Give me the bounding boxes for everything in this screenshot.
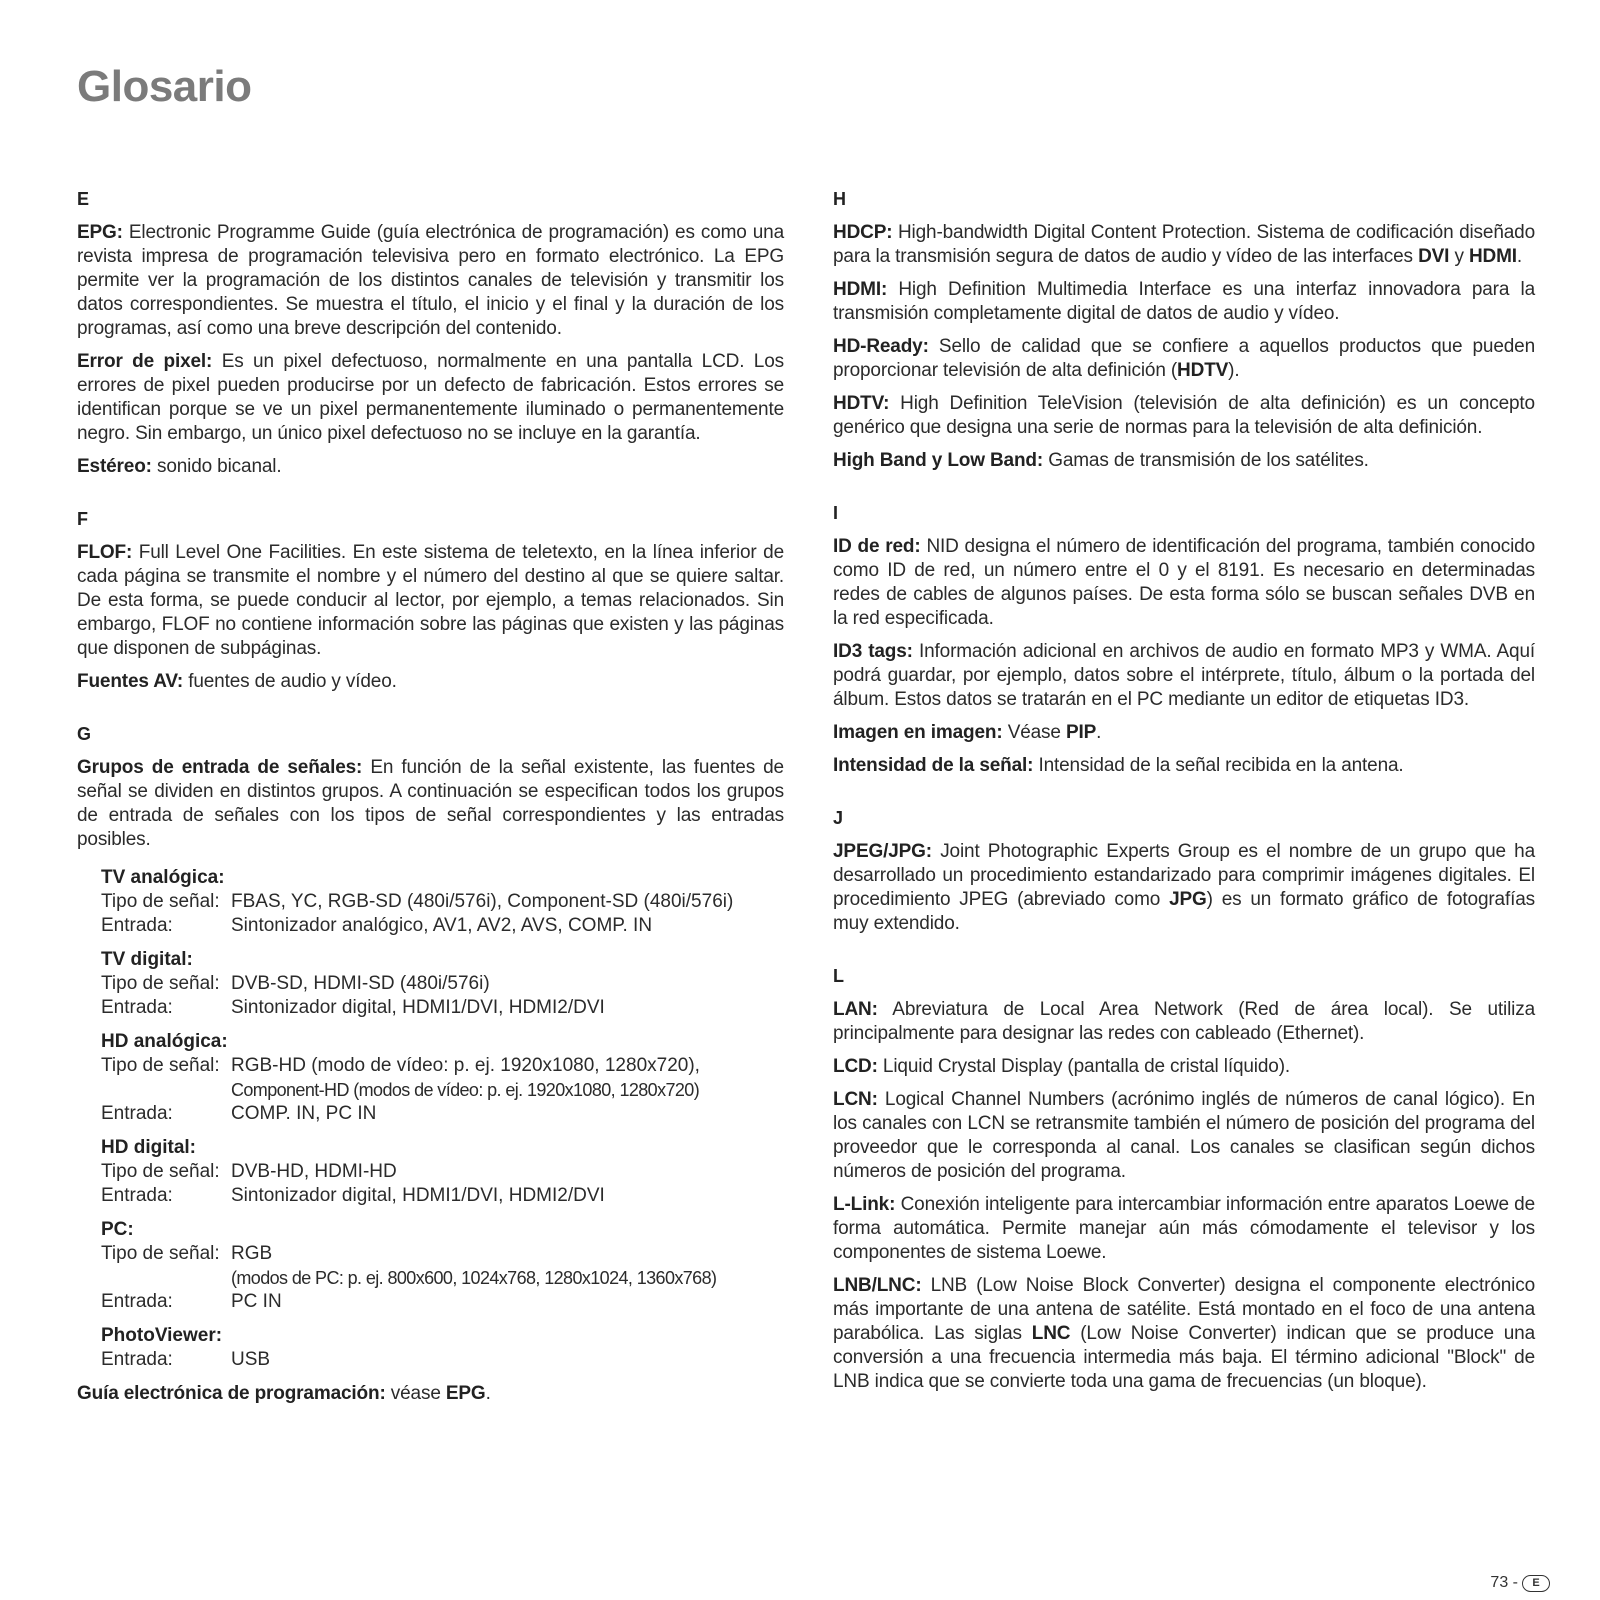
row-value: DVB-HD, HDMI-HD <box>231 1161 397 1182</box>
entry-term: L-Link: <box>833 1194 896 1215</box>
entry-term: LAN: <box>833 999 878 1020</box>
entry-text: Conexión inteligente para intercambiar información entre aparatos Loewe de forma automática. Permite manejar aún más cómodamente el televisor y los componentes de sistema Loewe. <box>833 1194 1535 1263</box>
entry-grupos-de-entrada <box>77 756 784 852</box>
entry-text: véase <box>390 1383 441 1404</box>
group-photoviewer <box>101 1324 784 1372</box>
group-row <box>101 1184 784 1208</box>
section-letter: F <box>77 509 88 529</box>
entry-high-low-band <box>833 449 1535 473</box>
group-title: HD digital: <box>101 1137 196 1158</box>
group-title: PC: <box>101 1219 134 1240</box>
entry-text: Información adicional en archivos de audio en formato MP3 y WMA. Aquí podrá guardar, por ejemplo, datos sobre el intérprete, título, álbum o la portada del álbum. Estos datos se tratarán en el PC mediante un editor de etiquetas ID3. <box>833 641 1536 710</box>
group-row <box>101 1102 784 1126</box>
row-value: Sintonizador digital, HDMI1/DVI, HDMI2/DVI <box>231 1185 605 1206</box>
group-row <box>101 1242 784 1266</box>
group-row <box>101 1054 784 1078</box>
group-tv-digital <box>101 948 784 1020</box>
entry-term: LCN: <box>833 1089 878 1110</box>
entry-text: fuentes de audio y vídeo. <box>188 671 397 692</box>
group-row <box>101 1160 784 1184</box>
entry-term: Intensidad de la señal: <box>833 755 1034 776</box>
cross-reference: HDMI <box>1468 246 1517 267</box>
entry-term: Estéreo: <box>77 456 152 477</box>
group-row <box>101 1266 784 1290</box>
group-row <box>101 996 784 1020</box>
section-h <box>833 188 1535 473</box>
row-value: RGB <box>231 1243 273 1264</box>
entry-term: HD-Ready: <box>833 336 929 357</box>
entry-flof <box>77 541 784 661</box>
section-i <box>833 502 1535 778</box>
entry-term: EPG: <box>77 222 123 243</box>
cross-reference: JPG <box>1169 889 1207 910</box>
entry-hdmi <box>833 278 1535 326</box>
row-value: Component-HD (modos de vídeo: p. ej. 1920x1080, 1280x720) <box>231 1080 700 1100</box>
row-label: Entrada: <box>101 1103 173 1124</box>
entry-text: Electronic Programme Guide (guía electrónica de programación) es como una revista impresa de programación televisiva pero en formato electrónico. La EPG permite ver la programación de los distintos canales de televisión y transmitir los datos correspondientes. Se muestra el título, el inicio y el final y la duración de los programas, así como una breve descripción del contenido. <box>77 222 784 339</box>
row-value: (modos de PC: p. ej. 800x600, 1024x768, 1280x1024, 1360x768) <box>231 1268 717 1288</box>
section-l <box>833 965 1535 1394</box>
entry-term: ID de red: <box>833 536 921 557</box>
entry-text: Sello de calidad que se confiere a aquellos productos que pueden proporcionar televisión de alta definición ( <box>833 336 1535 381</box>
entry-term: HDCP: <box>833 222 893 243</box>
entry-hdtv <box>833 392 1535 440</box>
right-column <box>833 188 1535 1423</box>
entry-l-link <box>833 1193 1535 1265</box>
row-label: Entrada: <box>101 1291 173 1312</box>
group-row <box>101 1078 784 1102</box>
entry-text: Véase <box>1007 722 1061 743</box>
entry-term: Grupos de entrada de señales: <box>77 757 363 778</box>
row-label: Tipo de señal: <box>101 1243 220 1264</box>
section-letter: L <box>833 966 844 986</box>
section-letter: H <box>833 189 846 209</box>
entry-estereo <box>77 455 784 479</box>
entry-text: High Definition TeleVision (televisión de alta definición) es un concepto genérico que designa una serie de normas para la televisión de alta definición. <box>833 393 1535 438</box>
row-label: Entrada: <box>101 1349 173 1370</box>
row-value: USB <box>231 1349 271 1370</box>
group-tv-analogica <box>101 866 784 938</box>
row-label: Tipo de señal: <box>101 1055 220 1076</box>
entry-term: HDTV: <box>833 393 890 414</box>
group-hd-digital <box>101 1136 784 1208</box>
group-title: TV digital: <box>101 949 193 970</box>
entry-text: Liquid Crystal Display (pantalla de cristal líquido). <box>882 1056 1290 1077</box>
entry-lan <box>833 998 1535 1046</box>
entry-text: LNB (Low Noise Block Converter) designa el componente electrónico más importante de una antena de satélite. Está montado en el foco de una antena parabólica. Las siglas <box>833 1275 1535 1344</box>
entry-epg <box>77 221 784 341</box>
group-title: TV analógica: <box>101 867 225 888</box>
section-e <box>77 188 784 479</box>
entry-lnb-lnc: LNB/LNC: LNB (Low Noise Block Converter) designa el componente electrónico más importante de una antena de satélite. Está montado en el foco de una antena parabólica. Las siglas LNC (Low Noise Converter) indican que se produce una conversión a una frecuencia intermedia más baja. El término adicional "Block" de LNB indica que se convierte toda una gama de frecuencias (un bloque). <box>833 1275 1535 1392</box>
entry-text: High-bandwidth Digital Content Protection. Sistema de codificación diseñado para la transmisión segura de datos de audio y vídeo de las interfaces <box>833 222 1535 267</box>
entry-text: Es un pixel defectuoso, normalmente en una pantalla LCD. Los errores de pixel pueden producirse por un defecto de fabricación. Estos errores se identifican porque se ve un pixel permanentemente iluminado o permanentemente negro. Sin embargo, un único pixel defectuoso no se incluye en la garantía. <box>77 351 784 444</box>
entry-term: Imagen en imagen: <box>833 722 1003 743</box>
section-letter: E <box>77 189 90 209</box>
entry-text: Abreviatura de Local Area Network (Red de área local). Se utiliza principalmente para designar las redes con cableado (Ethernet). <box>833 999 1535 1044</box>
row-label: Entrada: <box>101 1185 173 1206</box>
entry-text: High Definition Multimedia Interface es una interfaz innovadora para la transmisión completamente digital de datos de audio y vídeo. <box>833 279 1535 324</box>
row-value: FBAS, YC, RGB-SD (480i/576i), Component-SD (480i/576i) <box>231 891 734 912</box>
section-letter: I <box>833 503 839 523</box>
entry-lcd <box>833 1055 1535 1079</box>
entry-term: HDMI: <box>833 279 888 300</box>
entry-hd-ready: HD-Ready: Sello de calidad que se confiere a aquellos productos que pueden proporcionar televisión de alta definición (HDTV). <box>833 336 1535 381</box>
cross-reference: HDTV <box>1177 360 1229 381</box>
signal-groups <box>101 866 784 1372</box>
entry-text: NID designa el número de identificación del programa, también conocido como ID de red, un número entre el 0 y el 8191. Es necesario en determinadas redes de cables de algunos países. De esta forma sólo se buscan señales DVB en la red especificada. <box>833 536 1536 629</box>
entry-term: LCD: <box>833 1056 878 1077</box>
entry-lcn <box>833 1088 1535 1184</box>
row-label: Entrada: <box>101 997 173 1018</box>
row-value: Sintonizador digital, HDMI1/DVI, HDMI2/DVI <box>231 997 605 1018</box>
entry-term: FLOF: <box>77 542 133 563</box>
entry-text: Gamas de transmisión de los satélites. <box>1048 450 1369 471</box>
group-row <box>101 914 784 938</box>
entry-term: ID3 tags: <box>833 641 913 662</box>
group-row <box>101 1290 784 1314</box>
entry-text: Full Level One Facilities. En este sistema de teletexto, en la línea inferior de cada página se transmite el nombre y el número del destino al que se quiere saltar. De esta forma, se puede conducir al lector, por ejemplo, a temas relacionados. Sin embargo, FLOF no contiene información sobre las páginas que existen y las páginas que disponen de subpáginas. <box>77 542 784 659</box>
group-row <box>101 972 784 996</box>
group-title: HD analógica: <box>101 1031 228 1052</box>
entry-term: High Band y Low Band: <box>833 450 1044 471</box>
row-value: RGB-HD (modo de vídeo: p. ej. 1920x1080, 1280x720), <box>231 1055 700 1076</box>
group-title: PhotoViewer: <box>101 1325 223 1346</box>
row-value: COMP. IN, PC IN <box>231 1103 377 1124</box>
section-f <box>77 508 784 694</box>
left-column <box>77 188 784 1435</box>
row-label: Tipo de señal: <box>101 1161 220 1182</box>
entry-fuentes-av <box>77 670 784 694</box>
entry-text: Joint Photographic Experts Group es el nombre de un grupo que ha desarrollado un procedimiento estandarizado para comprimir imágenes digitales. El procedimiento JPEG (abreviado como <box>833 841 1535 910</box>
row-value: Sintonizador analógico, AV1, AV2, AVS, COMP. IN <box>231 915 653 936</box>
row-label: Entrada: <box>101 915 173 936</box>
entry-text: Intensidad de la señal recibida en la antena. <box>1038 755 1404 776</box>
page-title: Glosario <box>77 62 252 111</box>
entry-id3-tags <box>833 640 1535 712</box>
section-letter: G <box>77 724 92 744</box>
cross-reference: DVI <box>1418 246 1450 267</box>
entry-text: En función de la señal existente, las fuentes de señal se dividen en distintos grupos. A continuación se especifican todos los grupos de entrada de señales con los tipos de señal correspondientes y las entradas posibles. <box>77 757 784 850</box>
entry-text: Logical Channel Numbers (acrónimo inglés de números de canal lógico). En los canales con LCN se retransmite también el número de posición del programa del proveedor que le corresponda al canal. Los canales se clasifican según dichos números de posición del programa. <box>833 1089 1536 1182</box>
row-label: Tipo de señal: <box>101 973 220 994</box>
page-number-text: 73 - <box>1490 1574 1518 1591</box>
entry-text: sonido bicanal. <box>156 456 282 477</box>
entry-term: LNB/LNC: <box>833 1275 922 1296</box>
entry-jpeg: JPEG/JPG: Joint Photographic Experts Group es el nombre de un grupo que ha desarrollado un procedimiento estandarizado para comprimir imágenes digitales. El procedimiento JPEG (abreviado como JPG) es un formato gráfico de fotografías muy extendido. <box>833 841 1535 934</box>
entry-term: JPEG/JPG: <box>833 841 932 862</box>
cross-reference: EPG <box>445 1383 486 1404</box>
entry-error-de-pixel <box>77 350 784 446</box>
entry-hdcp: HDCP: High-bandwidth Digital Content Protection. Sistema de codificación diseñado para la transmisión segura de datos de audio y vídeo de las interfaces DVI y HDMI. <box>833 222 1535 267</box>
entry-term: Guía electrónica de programación: <box>77 1383 386 1404</box>
cross-reference: LNC <box>1031 1323 1071 1344</box>
section-g <box>77 723 784 1406</box>
section-j <box>833 807 1535 936</box>
section-letter: J <box>833 808 844 828</box>
entry-guia-electronica: Guía electrónica de programación: véase EPG. <box>77 1383 491 1404</box>
entry-id-de-red <box>833 535 1535 631</box>
cross-reference: PIP <box>1065 722 1097 743</box>
entry-term: Fuentes AV: <box>77 671 184 692</box>
page-number <box>1490 1574 1550 1592</box>
group-row <box>101 890 784 914</box>
row-value: PC IN <box>231 1291 282 1312</box>
group-pc <box>101 1218 784 1314</box>
group-hd-analogica <box>101 1030 784 1126</box>
entry-term: Error de pixel: <box>77 351 213 372</box>
row-value: DVB-SD, HDMI-SD (480i/576i) <box>231 973 490 994</box>
entry-imagen-en-imagen: Imagen en imagen: Véase PIP. <box>833 722 1102 743</box>
language-badge: E <box>1522 1575 1550 1592</box>
group-row <box>101 1348 784 1372</box>
row-label: Tipo de señal: <box>101 891 220 912</box>
entry-intensidad-senal <box>833 754 1535 778</box>
